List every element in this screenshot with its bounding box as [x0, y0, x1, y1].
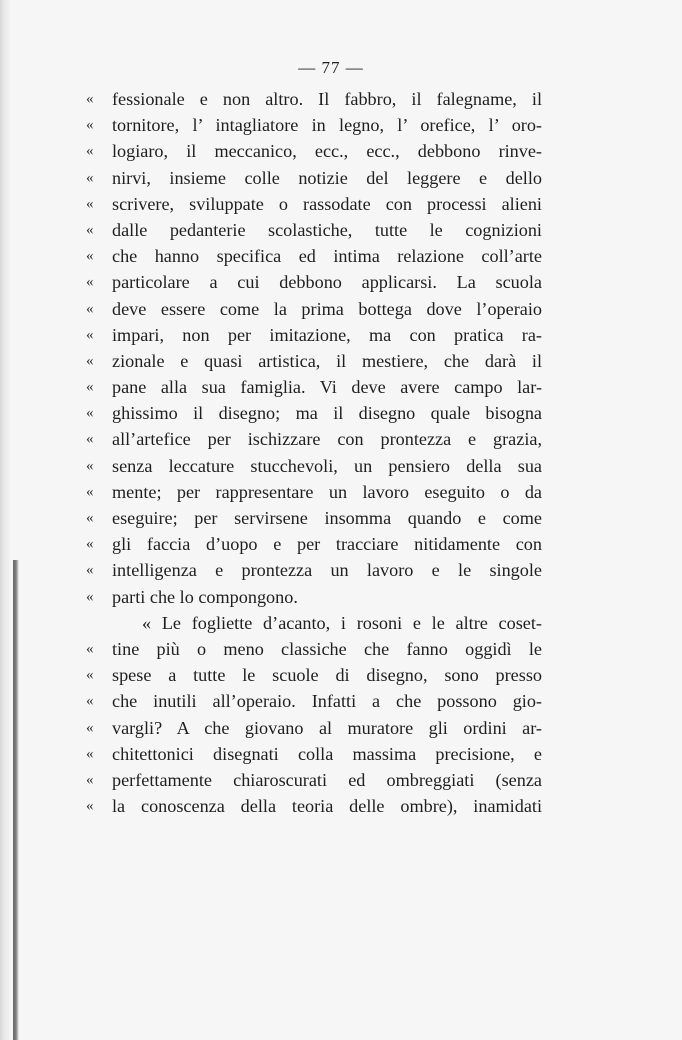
text-line [86, 296, 542, 322]
text-line [86, 793, 542, 819]
quote-mark: « [86, 719, 94, 736]
line-text: che hanno specifica ed intima relazione coll’arte [112, 246, 542, 267]
quote-mark: « [86, 91, 94, 107]
text-line [86, 374, 542, 400]
text-line [86, 86, 542, 112]
text-line [86, 191, 542, 217]
page-number: — 77 — [298, 58, 364, 77]
quote-mark: « [86, 143, 94, 160]
page-binding-edge [0, 0, 10, 1040]
line-text: scrivere, sviluppate o rassodate con processi alieni [112, 193, 542, 214]
page-binding-shadow [13, 560, 19, 1040]
line-text: « Le fogliette d’acanto, i rosoni e le altre coset- [142, 612, 542, 633]
text-line [86, 217, 542, 243]
line-text: ghissimo il disegno; ma il disegno quale bisogna [112, 403, 542, 424]
quote-mark: « [86, 169, 94, 186]
quote-mark: « [86, 300, 94, 317]
text-line [86, 138, 542, 164]
text-line [86, 531, 542, 557]
line-text: tornitore, l’ intagliatore in legno, l’ orefice, l’ oro- [112, 115, 542, 136]
line-text: particolare a cui debbono applicarsi. La scuola [112, 272, 542, 293]
line-text: spese a tutte le scuole di disegno, sono presso [112, 665, 542, 686]
quote-mark: « [86, 798, 94, 815]
text-line-paragraph-start [112, 610, 542, 636]
quote-mark: « [86, 117, 94, 134]
text-line [86, 112, 542, 138]
text-line [86, 322, 542, 348]
quote-mark: « [86, 405, 94, 422]
quote-mark: « [86, 326, 94, 343]
quote-mark: « [86, 248, 94, 265]
quote-mark: « [86, 221, 94, 238]
line-text: impari, non per imitazione, ma con pratica ra- [112, 324, 542, 345]
quote-mark: « [86, 640, 94, 657]
line-text: tine più o meno classiche che fanno oggidì le [112, 638, 542, 659]
line-text: dalle pedanterie scolastiche, tutte le cognizioni [112, 219, 542, 240]
quote-mark: « [86, 562, 94, 579]
line-text: che inutili all’operaio. Infatti a che possono gio- [112, 691, 542, 712]
text-line [86, 426, 542, 452]
line-text: gli faccia d’uopo e per tracciare nitidamente con [112, 534, 542, 555]
line-text: perfettamente chiaroscurati ed ombreggiati (senza [112, 769, 542, 790]
text-line [86, 479, 542, 505]
quote-mark: « [86, 745, 94, 762]
line-text: mente; per rappresentare un lavoro eseguito o da [112, 481, 542, 502]
line-text: parti che lo compongono. [112, 586, 298, 607]
text-line [86, 243, 542, 269]
text-line [86, 400, 542, 426]
line-text: zionale e quasi artistica, il mestiere, che darà il [112, 350, 542, 371]
text-line [86, 348, 542, 374]
quote-mark: « [86, 352, 94, 369]
quote-mark: « [86, 431, 94, 448]
text-line [86, 715, 542, 741]
quote-mark: « [86, 667, 94, 684]
text-line [86, 688, 542, 714]
line-text: senza leccature stucchevoli, un pensiero della sua [112, 455, 542, 476]
line-text: chitettonici disegnati colla massima precisione, e [112, 743, 542, 764]
quote-mark: « [86, 457, 94, 474]
quote-mark: « [86, 588, 94, 605]
text-line [86, 269, 542, 295]
quote-mark: « [86, 483, 94, 500]
quote-mark: « [86, 536, 94, 553]
text-line [86, 584, 542, 610]
text-line [86, 505, 542, 531]
quote-mark: « [86, 195, 94, 212]
quote-mark: « [86, 379, 94, 396]
line-text: fessionale e non altro. Il fabbro, il falegname, il [112, 89, 542, 109]
line-text: pane alla sua famiglia. Vi deve avere campo lar- [112, 377, 542, 398]
text-line [86, 741, 542, 767]
line-text: deve essere come la prima bottega dove l’operaio [112, 298, 542, 319]
text-line [86, 662, 542, 688]
line-text: eseguire; per servirsene insomma quando e come [112, 508, 542, 528]
text-line [86, 453, 542, 479]
body-text [86, 86, 542, 819]
text-line [86, 636, 542, 662]
quote-mark: « [86, 693, 94, 710]
line-text: logiaro, il meccanico, ecc., ecc., debbono rinve- [112, 141, 542, 162]
line-text: nirvi, insieme colle notizie del leggere e dello [112, 167, 542, 188]
line-text: intelligenza e prontezza un lavoro e le singole [112, 560, 542, 581]
quote-mark: « [86, 771, 94, 788]
line-text: all’artefice per ischizzare con prontezza e grazia, [112, 429, 542, 450]
quote-mark: « [86, 510, 94, 526]
text-line [86, 767, 542, 793]
line-text: la conoscenza della teoria delle ombre), inamidati [112, 796, 542, 817]
quote-mark: « [86, 274, 94, 291]
text-line [86, 165, 542, 191]
text-line [86, 557, 542, 583]
line-text: vargli? A che giovano al muratore gli ordini ar- [112, 717, 542, 738]
